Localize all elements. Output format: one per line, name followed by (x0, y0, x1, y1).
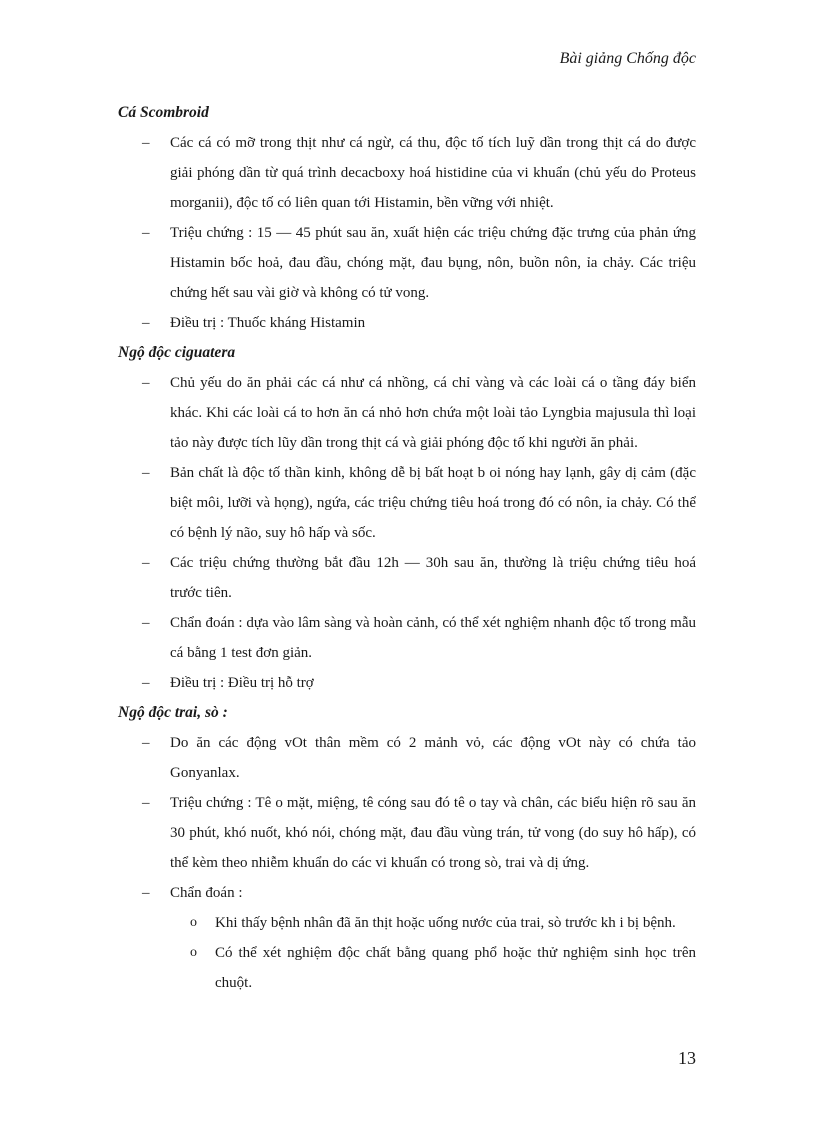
page-content (118, 98, 696, 998)
sub-list-item: o Khi thấy bệnh nhân đã ăn thịt hoặc uống nước của trai, sò trước kh i bị bệnh. (118, 908, 696, 938)
circle-bullet: o (190, 945, 197, 960)
list-item: – Chẩn đoán : (118, 878, 696, 908)
list-item: – Chẩn đoán : dựa vào lâm sàng và hoàn cảnh, có thể xét nghiệm nhanh độc tố trong mẫu cá bằng 1 test đơn giản. (118, 608, 696, 668)
dash-bullet: – (142, 675, 150, 691)
list-item: – Điều trị : Thuốc kháng Histamin (118, 308, 696, 338)
running-header: Bài giảng Chống độc (559, 50, 696, 67)
list-item: – Các triệu chứng thường bắt đầu 12h — 30h sau ăn, thường là triệu chứng tiêu hoá trước tiên. (118, 548, 696, 608)
dash-bullet: – (142, 135, 150, 151)
section-title-scombroid: Cá Scombroid (118, 104, 209, 121)
list-item: – Các cá có mỡ trong thịt như cá ngừ, cá thu, độc tố tích luỹ dần trong thịt cá do được giải phóng dần từ quá trình decacboxy hoá histidine của vi khuẩn (chủ yếu do Proteus morganii), độc tố có liên quan tới Histamin, bền vững với nhiệt. (118, 128, 696, 218)
dash-bullet: – (142, 735, 150, 751)
list-item: – Điều trị : Điều trị hỗ trợ (118, 668, 696, 698)
dash-bullet: – (142, 555, 150, 571)
list-item: – Chủ yếu do ăn phải các cá như cá nhồng, cá chỉ vàng và các loài cá o tầng đáy biển khác. Khi các loài cá to hơn ăn cá nhỏ hơn chứa một loài tảo Lyngbia majusula thì loại tảo này được tích lũy dần trong thịt cá và giải phóng độc tố khi người ăn phải. (118, 368, 696, 458)
dash-bullet: – (142, 225, 150, 241)
dash-bullet: – (142, 615, 150, 631)
dash-bullet: – (142, 375, 150, 391)
page-number: 13 (678, 1048, 696, 1068)
list-item: – Do ăn các động vOt thân mềm có 2 mảnh vỏ, các động vOt này có chứa tảo Gonyanlax. (118, 728, 696, 788)
list-item: – Triệu chứng : Tê o mặt, miệng, tê cóng sau đó tê o tay và chân, các biểu hiện rõ sau ăn 30 phút, khó nuốt, khó nói, chóng mặt, đau đầu vùng trán, tử vong (do suy hô hấp), có thể kèm theo nhiễm khuẩn do các vi khuẩn có trong sò, trai và dị ứng. (118, 788, 696, 878)
circle-bullet: o (190, 915, 197, 930)
section-title-trai-so: Ngộ độc trai, sò : (118, 704, 228, 721)
dash-bullet: – (142, 315, 150, 331)
dash-bullet: – (142, 795, 150, 811)
list-item: – Triệu chứng : 15 — 45 phút sau ăn, xuất hiện các triệu chứng đặc trưng của phản ứng Histamin bốc hoả, đau đầu, chóng mặt, đau bụng, nôn, buồn nôn, ỉa chảy. Các triệu chứng hết sau vài giờ và không có tử vong. (118, 218, 696, 308)
dash-bullet: – (142, 885, 150, 901)
dash-bullet: – (142, 465, 150, 481)
list-item: – Bản chất là độc tố thần kinh, không dễ bị bất hoạt b oi nóng hay lạnh, gây dị cảm (đặc biệt môi, lưỡi và họng), ngứa, các triệu chứng tiêu hoá trong đó có nôn, ỉa chảy. Có thể có bệnh lý não, suy hô hấp và sốc. (118, 458, 696, 548)
section-title-ciguatera: Ngộ độc ciguatera (118, 344, 236, 361)
sub-list-item: o Có thể xét nghiệm độc chất bằng quang phổ hoặc thử nghiệm sinh học trên chuột. (118, 938, 696, 998)
